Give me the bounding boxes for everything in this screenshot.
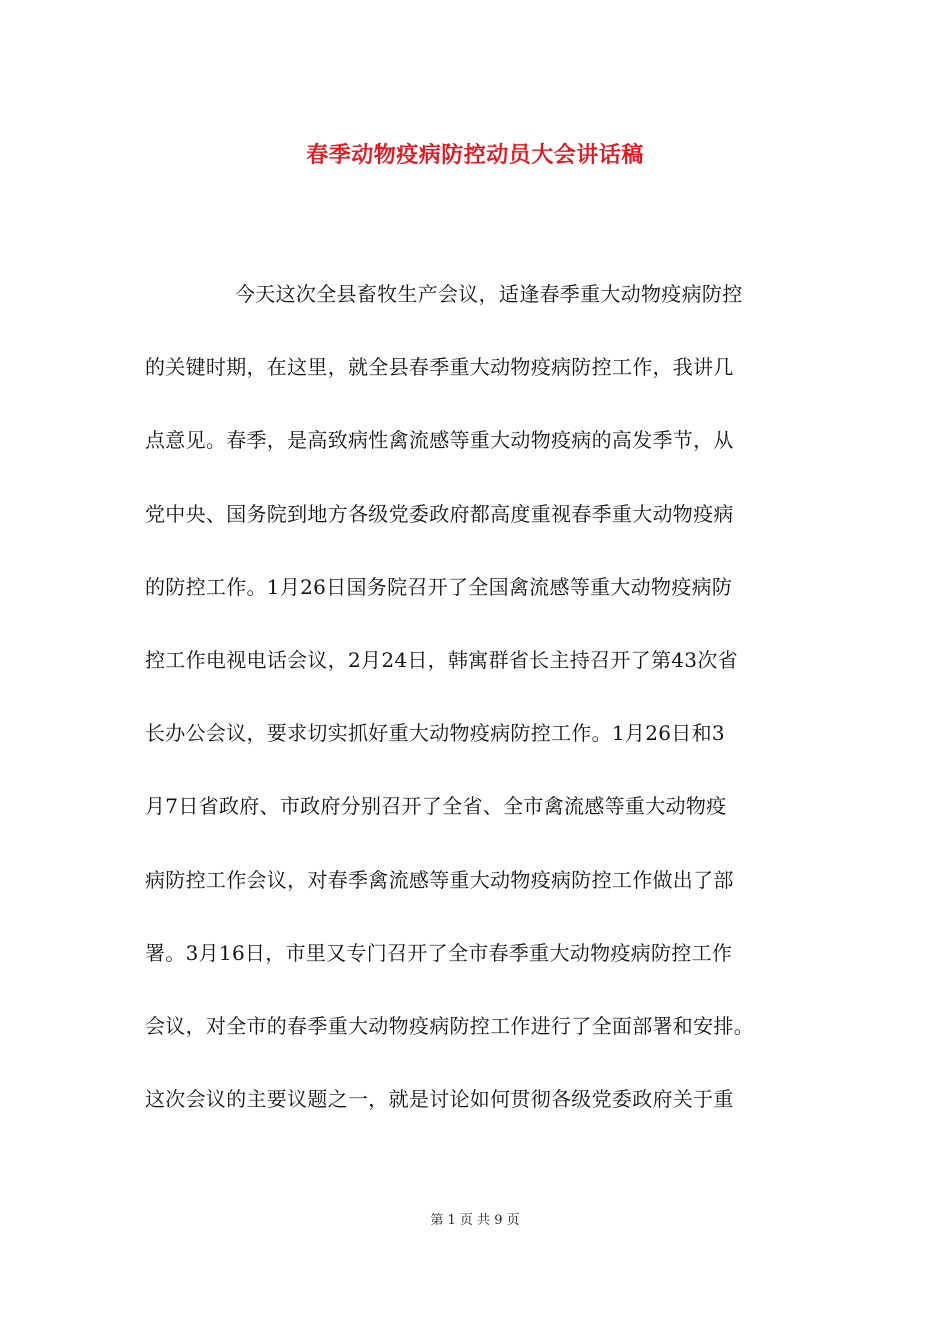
- body-line: 党中央、国务院到地方各级党委政府都高度重视春季重大动物疫病: [145, 501, 734, 526]
- document-title: 春季动物疫病防控动员大会讲话稿: [306, 142, 644, 168]
- body-line: 署。3月16日，市里又专门召开了全市春季重大动物疫病防控工作: [145, 940, 733, 965]
- document-body: [145, 277, 825, 1155]
- body-line: 控工作电视电话会议，2月24日，韩寓群省长主持召开了第43次省: [145, 647, 738, 672]
- body-line: 月7日省政府、市政府分别召开了全省、全市禽流感等重大动物疫: [145, 794, 727, 819]
- body-line: 今天这次全县畜牧生产会议，适逢春季重大动物疫病防控: [235, 282, 743, 306]
- body-line: 长办公会议，要求切实抓好重大动物疫病防控工作。1月26日和3: [145, 721, 725, 746]
- body-line: 会议，对全市的春季重大动物疫病防控工作进行了全面部署和安排。: [145, 1013, 754, 1038]
- body-line: 这次会议的主要议题之一，就是讨论如何贯彻各级党委政府关于重: [145, 1087, 734, 1112]
- body-line: 的防控工作。1月26日国务院召开了全国禽流感等重大动物疫病防: [145, 574, 733, 599]
- body-line: 的关键时期，在这里，就全县春季重大动物疫病防控工作，我讲几: [145, 355, 734, 380]
- page-number-footer: 第 1 页 共 9 页: [430, 1213, 520, 1228]
- body-line: 病防控工作会议，对春季禽流感等重大动物疫病防控工作做出了部: [145, 867, 734, 892]
- body-line: 点意见。春季，是高致病性禽流感等重大动物疫病的高发季节，从: [145, 428, 734, 453]
